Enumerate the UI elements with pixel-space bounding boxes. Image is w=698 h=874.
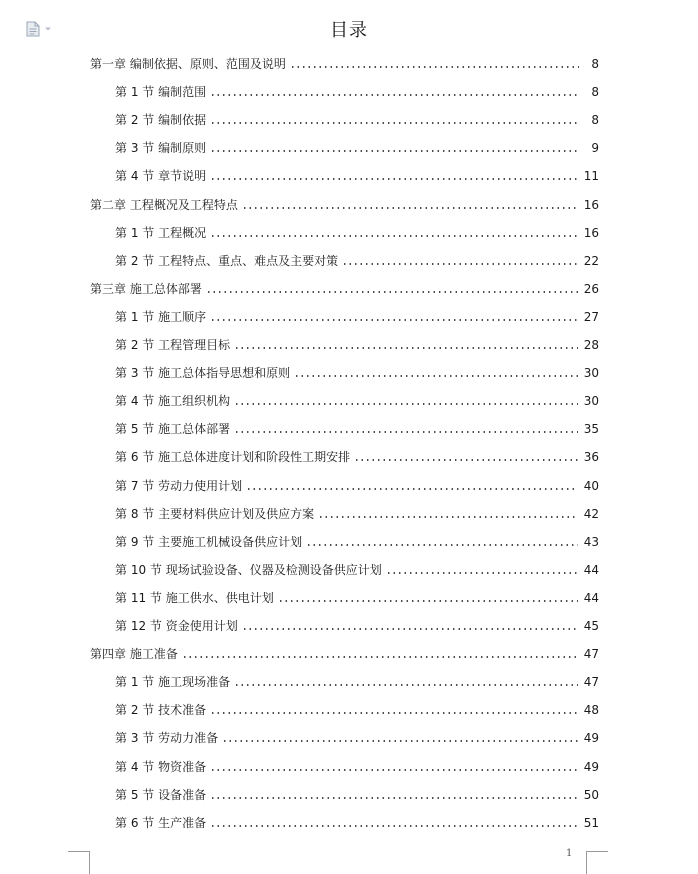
toc-entry-label: 第 5 节 施工总体部署 (115, 422, 231, 437)
toc-dot-leader (210, 712, 578, 714)
toc-entry-label: 第 5 节 设备准备 (115, 787, 207, 802)
toc-dot-leader (234, 347, 578, 349)
toc-chapter-entry[interactable] (90, 644, 599, 664)
toc-entry-label: 第 2 节 工程特点、重点、难点及主要对策 (115, 253, 339, 268)
toc-entry-label: 第 6 节 施工总体进度计划和阶段性工期安排 (115, 450, 351, 465)
toc-section-entry[interactable] (115, 757, 599, 777)
toc-entry-page: 36 (583, 450, 599, 465)
toc-dot-leader (234, 431, 578, 433)
toc-section-entry[interactable] (115, 700, 599, 720)
toc-dot-leader (290, 66, 579, 68)
toc-section-entry[interactable] (115, 223, 599, 243)
toc-section-entry[interactable] (115, 138, 599, 158)
toc-entry-page: 30 (583, 366, 599, 381)
toc-dot-leader (210, 825, 578, 827)
toc-entry-label: 第 1 节 施工顺序 (115, 309, 207, 324)
toc-section-entry[interactable] (115, 251, 599, 271)
toc-entry-page: 44 (583, 562, 599, 577)
toc-entry-page: 50 (583, 787, 599, 802)
toc-entry-page: 35 (583, 422, 599, 437)
toc-dot-leader (294, 375, 578, 377)
toc-entry-page: 28 (583, 338, 599, 352)
toc-entry-label: 第 2 节 技术准备 (115, 703, 207, 718)
toc-entry-page: 11 (583, 169, 599, 184)
toc-entry-label: 第 7 节 劳动力使用计划 (115, 478, 243, 493)
toc-entry-label: 第 6 节 生产准备 (115, 815, 207, 830)
toc-dot-leader (210, 150, 579, 152)
toc-entry-page: 22 (583, 253, 599, 268)
toc-section-entry[interactable] (115, 166, 599, 186)
toc-entry-label: 第 2 节 工程管理目标 (115, 338, 231, 352)
toc-entry-label: 第 10 节 现场试验设备、仪器及检测设备供应计划 (115, 562, 382, 577)
toc-entry-page: 51 (583, 815, 599, 830)
margin-corner-bottom-right (586, 851, 608, 874)
toc-entry-page: 16 (583, 225, 599, 240)
toc-section-entry[interactable] (115, 110, 599, 130)
toc-dot-leader (210, 769, 578, 771)
toc-section-entry[interactable] (115, 476, 599, 496)
toc-entry-page: 26 (583, 281, 599, 296)
toc-section-entry[interactable] (115, 335, 599, 355)
toc-dot-leader (210, 94, 579, 96)
toc-entry-page: 48 (583, 703, 599, 718)
toc-dot-leader (210, 235, 578, 237)
toc-dot-leader (242, 207, 578, 209)
toc-dot-leader (246, 488, 578, 490)
toc-entry-label: 第 4 节 物资准备 (115, 759, 207, 774)
toc-section-entry[interactable] (115, 785, 599, 805)
toc-entry-label: 第 1 节 施工现场准备 (115, 675, 231, 690)
toc-dot-leader (206, 291, 578, 293)
toc-entry-page: 8 (591, 57, 599, 71)
toc-entry-page: 43 (583, 534, 599, 549)
toc-section-entry[interactable] (115, 391, 599, 411)
toc-entry-label: 第 1 节 编制范围 (115, 85, 207, 100)
toc-entry-label: 第 12 节 资金使用计划 (115, 619, 238, 633)
toc-dot-leader (210, 797, 578, 799)
toc-section-entry[interactable] (115, 504, 599, 524)
toc-section-entry[interactable] (115, 616, 599, 636)
toc-dot-leader (306, 544, 578, 546)
margin-corner-bottom-left (68, 851, 90, 874)
page-number: 1 (566, 848, 573, 859)
toc-entry-page: 49 (583, 731, 599, 746)
toc-entry-page: 9 (591, 141, 599, 156)
toc-entry-page: 27 (583, 309, 599, 324)
toc-dot-leader (234, 684, 578, 686)
toc-entry-page: 42 (583, 506, 599, 521)
toc-entry-label: 第 3 节 劳动力准备 (115, 731, 219, 746)
toc-section-entry[interactable] (115, 672, 599, 692)
toc-entry-label: 第 4 节 施工组织机构 (115, 394, 231, 409)
toc-section-entry[interactable] (115, 532, 599, 552)
toc-section-entry[interactable] (115, 363, 599, 383)
toc-entry-label: 第 8 节 主要材料供应计划及供应方案 (115, 506, 315, 521)
toc-dot-leader (210, 178, 578, 180)
toc-entry-page: 45 (583, 619, 599, 633)
toc-section-entry[interactable] (115, 560, 599, 580)
toc-entry-page: 8 (591, 85, 599, 100)
toc-section-entry[interactable] (115, 82, 599, 102)
toc-entry-label: 第 4 节 章节说明 (115, 169, 207, 184)
toc-entry-page: 8 (591, 113, 599, 128)
toc-entry-page: 47 (583, 647, 599, 662)
toc-dot-leader (210, 122, 579, 124)
toc-entry-label: 第 11 节 施工供水、供电计划 (115, 590, 274, 605)
toc-section-entry[interactable] (115, 307, 599, 327)
toc-entry-label: 第 2 节 编制依据 (115, 113, 207, 128)
toc-section-entry[interactable] (115, 447, 599, 467)
toc-chapter-entry[interactable] (90, 54, 599, 74)
toc-entry-page: 49 (583, 759, 599, 774)
toc-dot-leader (222, 740, 578, 742)
toc-dot-leader (386, 572, 578, 574)
toc-section-entry[interactable] (115, 813, 599, 833)
toc-entry-label: 第三章 施工总体部署 (90, 281, 202, 296)
toc-dot-leader (242, 628, 578, 630)
toc-entry-label: 第 1 节 工程概况 (115, 225, 207, 240)
toc-entry-label: 第 9 节 主要施工机械设备供应计划 (115, 534, 303, 549)
toc-dot-leader (278, 600, 578, 602)
toc-entry-label: 第 3 节 编制原则 (115, 141, 207, 156)
toc-section-entry[interactable] (115, 588, 599, 608)
toc-dot-leader (354, 459, 578, 461)
toc-section-entry[interactable] (115, 728, 599, 748)
toc-entry-label: 第 3 节 施工总体指导思想和原则 (115, 366, 291, 381)
toc-entry-label: 第一章 编制依据、原则、范围及说明 (90, 57, 286, 71)
toc-chapter-entry[interactable] (90, 195, 599, 215)
toc-section-entry[interactable] (115, 419, 599, 439)
toc-entry-page: 30 (583, 394, 599, 409)
toc-entry-page: 47 (583, 675, 599, 690)
toc-chapter-entry[interactable] (90, 279, 599, 299)
toc-entry-label: 第二章 工程概况及工程特点 (90, 197, 238, 212)
toc-dot-leader (342, 263, 578, 265)
toc-entry-page: 40 (583, 478, 599, 493)
toc-dot-leader (234, 403, 578, 405)
toc-dot-leader (210, 319, 578, 321)
toc-entry-page: 44 (583, 590, 599, 605)
toc-dot-leader (182, 656, 578, 658)
toc-entry-label: 第四章 施工准备 (90, 647, 178, 662)
page-title: 目录 (330, 20, 368, 41)
toc-entry-page: 16 (583, 197, 599, 212)
toc-dot-leader (318, 516, 578, 518)
